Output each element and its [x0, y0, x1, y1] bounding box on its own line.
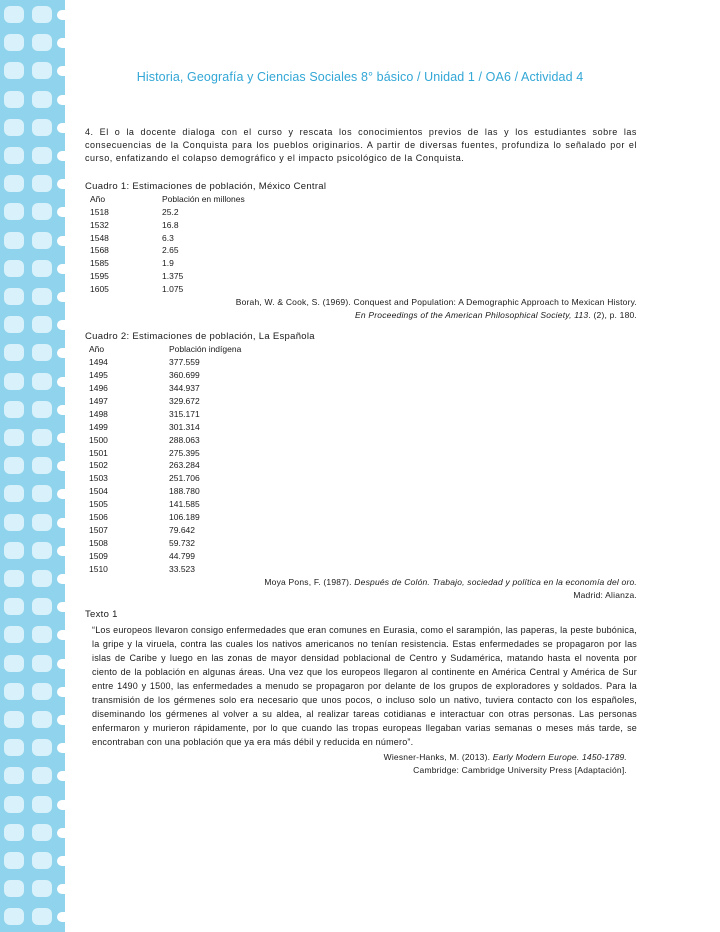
table-row [85, 434, 241, 447]
table-row [85, 356, 241, 369]
year-cell: 1499 [89, 421, 108, 432]
value-cell: 188.780 [169, 486, 200, 497]
value-cell: 301.314 [169, 421, 200, 432]
binder-tab [32, 542, 52, 559]
table-row [85, 563, 241, 576]
year-cell: 1502 [89, 460, 108, 471]
year-cell: 1497 [89, 395, 108, 406]
year-cell: 1498 [89, 408, 108, 419]
table-row [85, 447, 241, 460]
year-cell: 1506 [89, 512, 108, 523]
value-cell: 33.523 [169, 563, 195, 574]
text1-citation-author: Wiesner-Hanks, M. (2013). [383, 751, 493, 762]
page-header: Historia, Geografía y Ciencias Sociales 8° básico / Unidad 1 / OA6 / Actividad 4 [136, 70, 584, 84]
value-cell: 25.2 [162, 206, 179, 217]
binder-tab [4, 457, 24, 474]
binder-tab [32, 91, 52, 108]
table-row [85, 257, 245, 270]
table2-title: Cuadro 2: Estimaciones de población, La Española [85, 331, 315, 343]
binder-tab [4, 626, 24, 643]
binder-tab [32, 119, 52, 136]
binder-tab [4, 401, 24, 418]
table-row [85, 382, 241, 395]
binder-tab [32, 485, 52, 502]
table-row [85, 459, 241, 472]
table-row [85, 550, 241, 563]
value-cell: 275.395 [169, 447, 200, 458]
table1-citation-journal: En Proceedings of the American Philosophical Society, 113 [355, 310, 589, 321]
value-cell: 44.799 [169, 550, 195, 561]
binder-strip [0, 0, 70, 932]
year-cell: 1495 [89, 370, 108, 381]
binder-tab [32, 316, 52, 333]
binder-tab [4, 91, 24, 108]
binder-tab [32, 260, 52, 277]
value-cell: 251.706 [169, 473, 200, 484]
binder-tab [4, 683, 24, 700]
value-cell: 1.375 [162, 271, 184, 282]
binder-tab [4, 514, 24, 531]
value-cell: 79.642 [169, 524, 195, 535]
binder-tab [4, 908, 24, 925]
binder-tab [32, 514, 52, 531]
document-body [85, 126, 637, 777]
year-cell: 1595 [90, 271, 109, 282]
binder-tab [32, 824, 52, 841]
binder-tab [4, 796, 24, 813]
value-cell: 59.732 [169, 537, 195, 548]
binder-tab [32, 598, 52, 615]
binder-tab [4, 316, 24, 333]
table-row [85, 511, 241, 524]
table-row [85, 421, 241, 434]
table2 [85, 343, 241, 575]
activity-intro: 4. El o la docente dialoga con el curso y rescata los conocimientos previos de las y los estudiantes sobre las consecuencias de la Conquista para los pueblos originarios. A partir de diversas fuentes, profundiza lo señalado por el curso, enfatizando el colapso demográfico y el impacto psicológico de la Conquista. [85, 127, 637, 164]
value-cell: 377.559 [169, 357, 200, 368]
binder-tab [4, 119, 24, 136]
table-row [85, 485, 241, 498]
table2-citation [85, 576, 637, 602]
binder-tab [4, 62, 24, 79]
binder-tab [32, 796, 52, 813]
value-cell: 106.189 [169, 512, 200, 523]
binder-tab [32, 288, 52, 305]
year-cell: 1501 [89, 447, 108, 458]
value-cell: 141.585 [169, 499, 200, 510]
binder-tab [4, 34, 24, 51]
binder-tab [4, 6, 24, 23]
table1-citation-line2 [85, 309, 637, 322]
binder-tab [4, 542, 24, 559]
table1-title: Cuadro 1: Estimaciones de población, México Central [85, 180, 327, 192]
table-row [85, 524, 241, 537]
year-cell: 1605 [90, 284, 109, 295]
table1-header-row [85, 193, 245, 206]
binder-tab [32, 373, 52, 390]
binder-tab [32, 429, 52, 446]
binder-tab [4, 147, 24, 164]
binder-tab [32, 767, 52, 784]
binder-tab [4, 598, 24, 615]
value-cell: 263.284 [169, 460, 200, 471]
binder-tab [32, 232, 52, 249]
year-cell: 1509 [89, 550, 108, 561]
table-row [85, 232, 245, 245]
binder-tab [32, 626, 52, 643]
binder-tab [32, 908, 52, 925]
table2-header-row [85, 343, 241, 356]
text1-citation-book: Early Modern Europe. 1450-1789. [492, 751, 627, 762]
table-row [85, 498, 241, 511]
table1 [85, 193, 245, 296]
table2-citation-line1 [85, 576, 637, 589]
binder-tab [4, 824, 24, 841]
binder-tab [4, 655, 24, 672]
binder-tab [32, 570, 52, 587]
value-cell: 16.8 [162, 219, 179, 230]
binder-tab [32, 880, 52, 897]
year-cell: 1585 [90, 258, 109, 269]
table1-header-year: Año [90, 193, 106, 204]
table2-citation-line2: Madrid: Alianza. [573, 589, 637, 600]
binder-tab [32, 203, 52, 220]
table1-header-value: Población en millones [162, 193, 245, 204]
binder-tab [4, 288, 24, 305]
table1-citation-line1: Borah, W. & Cook, S. (1969). Conquest and Population: A Demographic Approach to Mexican History. [235, 297, 637, 308]
binder-tab [4, 260, 24, 277]
table-row [85, 408, 241, 421]
table2-citation-author: Moya Pons, F. (1987). [264, 576, 355, 587]
binder-tab [4, 485, 24, 502]
binder-tab [4, 344, 24, 361]
year-cell: 1507 [89, 524, 108, 535]
binder-tab [32, 34, 52, 51]
binder-tab [4, 711, 24, 728]
table-row [85, 472, 241, 485]
value-cell: 315.171 [169, 408, 200, 419]
table-row [85, 537, 241, 550]
table1-citation [85, 296, 637, 322]
binder-tab [32, 655, 52, 672]
binder-tab [32, 683, 52, 700]
year-cell: 1508 [89, 537, 108, 548]
binder-tab [4, 880, 24, 897]
table2-citation-book: Después de Colón. Trabajo, sociedad y política en la economía del oro. [354, 576, 637, 587]
value-cell: 1.9 [162, 258, 174, 269]
year-cell: 1548 [90, 232, 109, 243]
table-row [85, 283, 245, 296]
table-row [85, 395, 241, 408]
year-cell: 1568 [90, 245, 109, 256]
text1-citation-line2: Cambridge: Cambridge University Press [Adaptación]. [413, 764, 627, 775]
binder-tab [32, 739, 52, 756]
binder-tab [4, 232, 24, 249]
year-cell: 1504 [89, 486, 108, 497]
binder-tab [32, 711, 52, 728]
binder-tab [4, 429, 24, 446]
binder-tab [32, 401, 52, 418]
binder-tab [4, 203, 24, 220]
binder-tab [4, 373, 24, 390]
table-row [85, 270, 245, 283]
year-cell: 1510 [89, 563, 108, 574]
binder-tab [32, 175, 52, 192]
text1-citation [85, 751, 627, 777]
table2-header-value: Población indígena [169, 344, 242, 355]
table1-citation-pages: . (2), p. 180. [588, 310, 637, 321]
table2-header-year: Año [89, 344, 105, 355]
binder-edge [65, 0, 70, 932]
table-row [85, 206, 245, 219]
year-cell: 1532 [90, 219, 109, 230]
year-cell: 1494 [89, 357, 108, 368]
binder-tab [4, 175, 24, 192]
year-cell: 1505 [89, 499, 108, 510]
binder-tab [4, 767, 24, 784]
value-cell: 329.672 [169, 395, 200, 406]
binder-tab [4, 739, 24, 756]
text1-quote: “Los europeos llevaron consigo enfermedades que eran comunes en Eurasia, como el sarampión, las paperas, la peste bubónica, la gripe y la viruela, contra las cuales los nativos americanos no tenían resistencia. Estas enfermedades se propagaron por las islas de Caribe y luego en las zonas de mayor densidad poblacional de Centro y Sudamérica, matando hasta el noventa por ciento de la población en algunas áreas. Una vez que los europeos llegaron al continente en América Central y América de Sur entre 1490 y 1500, las enfermedades a menudo se propagaron por delante de los grupos de exploradores y soldados. Para la transmisión de los gérmenes solo era necesario que unos pocos, o incluso solo un nativo, tuviera contacto con los españoles, diseminando los gérmenes al volver a su aldea, al realizar tareas cotidianas e interactuar con otras personas. Las personas enfermaron y murieron rápidamente, por lo que cuando las tropas europeas llegaban varias semanas o meses más tarde, se encontraban con una población que ya era más débil y reducida en número”. [92, 624, 637, 747]
binder-tab [32, 6, 52, 23]
value-cell: 1.075 [162, 284, 184, 295]
table-row [85, 244, 245, 257]
text1-citation-line1 [85, 751, 627, 764]
table-row [85, 219, 245, 232]
binder-tab [32, 344, 52, 361]
binder-tab [4, 570, 24, 587]
value-cell: 6.3 [162, 232, 174, 243]
year-cell: 1503 [89, 473, 108, 484]
table-row [85, 369, 241, 382]
binder-tab [32, 147, 52, 164]
value-cell: 344.937 [169, 382, 200, 393]
year-cell: 1518 [90, 206, 109, 217]
year-cell: 1500 [89, 434, 108, 445]
value-cell: 2.65 [162, 245, 179, 256]
binder-tab [32, 457, 52, 474]
binder-tab [4, 852, 24, 869]
year-cell: 1496 [89, 382, 108, 393]
binder-tab [32, 62, 52, 79]
value-cell: 288.063 [169, 434, 200, 445]
value-cell: 360.699 [169, 370, 200, 381]
binder-tab [32, 852, 52, 869]
text1-title: Texto 1 [85, 608, 118, 620]
